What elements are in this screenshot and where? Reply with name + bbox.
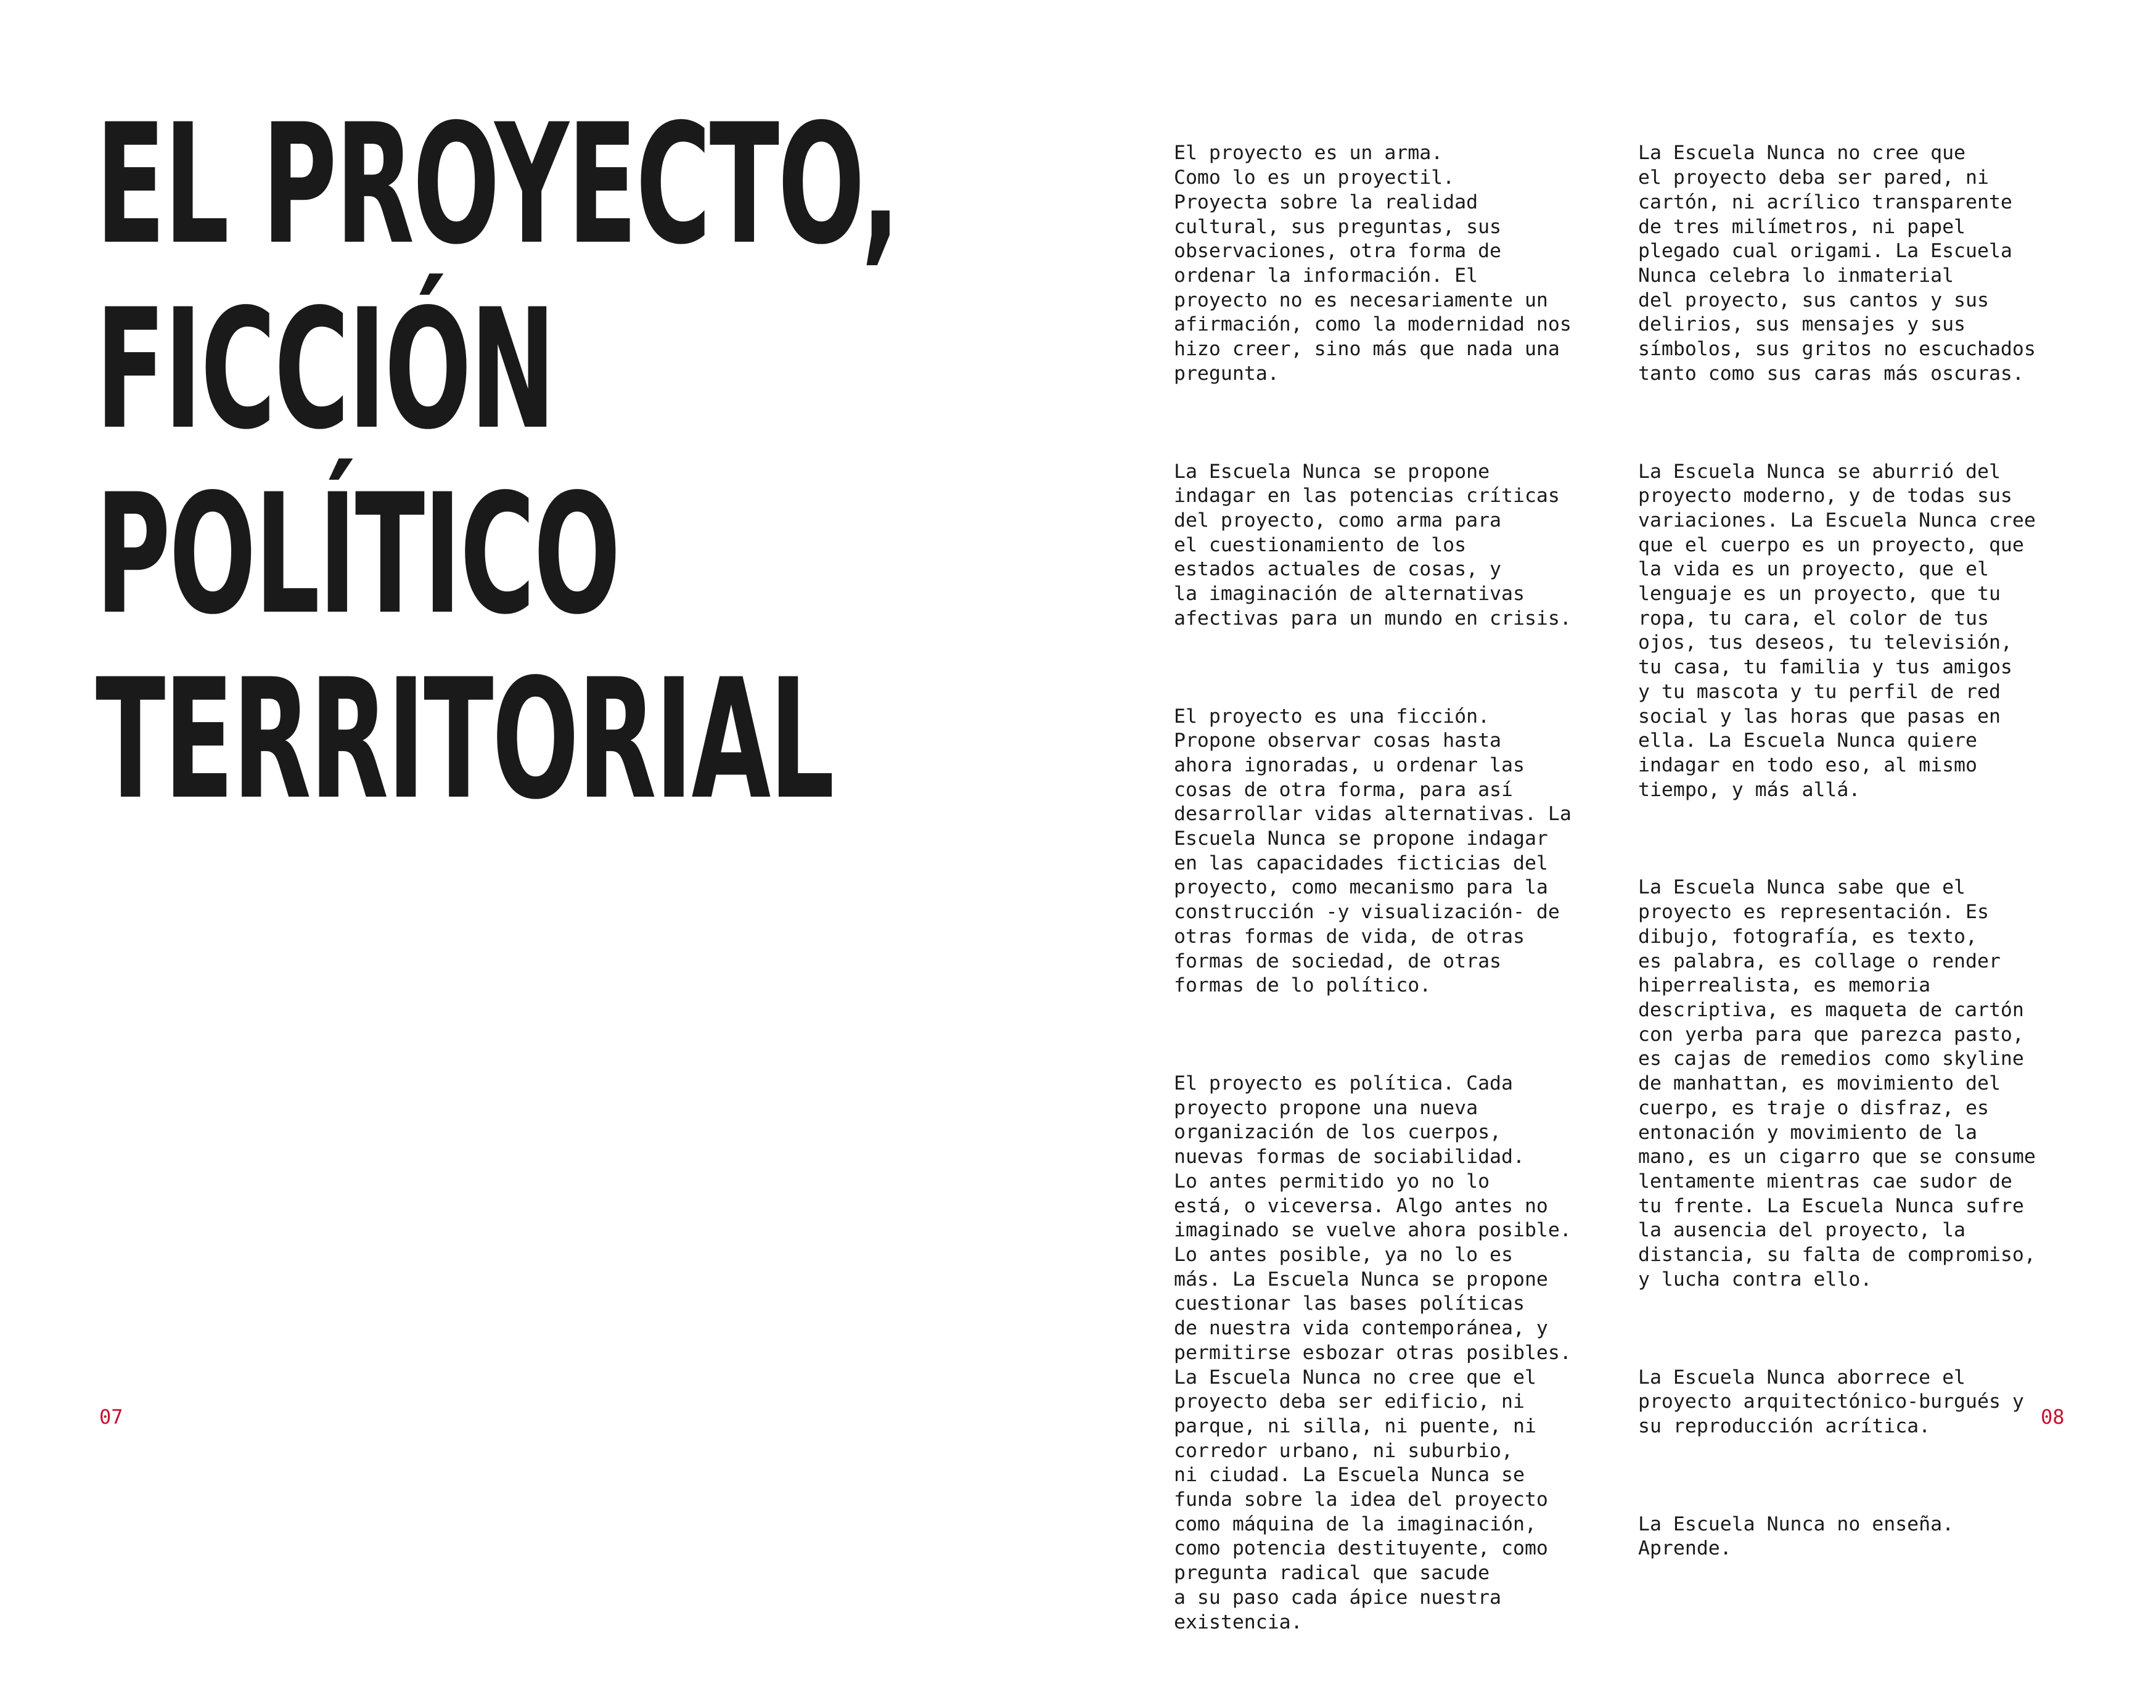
paragraph: La Escuela Nunca aborrece el proyecto arquitectónico-burgués y su reproducción acrítica.: [1638, 1366, 2024, 1437]
paragraph: La Escuela Nunca sabe que el proyecto es representación. Es dibujo, fotografía, es texto, es palabra, es collage o render hiperrealista, es memoria descriptiva, es maqueta de cartón con yerba para que parezca pasto, es cajas de remedios como skyline de manhattan, es movimiento del cuerpo, es traje o disfraz, es entonación y movimiento de la mano, es un cigarro que se consume lentamente mientras cae sudor de tu frente. La Escuela Nunca sufre la ausencia del proyecto, la distancia, su falta de compromiso, y lucha contra ello.: [1638, 876, 2036, 1291]
title-line-4: TERRITORIAL: [96, 644, 834, 836]
title-line-3: POLÍTICO: [96, 459, 620, 651]
text-column-right: [1638, 92, 2082, 1635]
page-number-left: 07: [99, 1405, 123, 1429]
paragraph: La Escuela Nunca no cree que el proyecto deba ser pared, ni cartón, ni acrílico transparente de tres milímetros, ni papel plegado cual origami. La Escuela Nunca celebra lo inmaterial del proyecto, sus cantos y sus delirios, sus mensajes y sus símbolos, sus gritos no escuchados tanto como sus caras más oscuras.: [1638, 142, 2036, 385]
paragraph: El proyecto es política. Cada proyecto propone una nueva organización de los cuerpos, nuevas formas de sociabilidad. Lo antes permitido yo no lo está, o viceversa. Algo antes no imaginado se vuelve ahora posible. Lo antes posible, ya no lo es más. La Escuela Nunca se propone cuestionar las bases políticas de nuestra vida contemporánea, y permitirse esbozar otras posibles. La Escuela Nunca no cree que el proyecto deba ser edificio, ni parque, ni silla, ni puente, ni corredor urbano, ni suburbio, ni ciudad. La Escuela Nunca se funda sobre la idea del proyecto como máquina de la imaginación, como potencia destituyente, como pregunta radical que sacude a su paso cada ápice nuestra existencia.: [1174, 1072, 1572, 1633]
page-title: [96, 89, 899, 836]
paragraph: La Escuela Nunca se aburrió del proyecto moderno, y de todas sus variaciones. La Escuela Nunca cree que el cuerpo es un proyecto, que la vida es un proyecto, que el lenguaje es un proyecto, que tu ropa, tu cara, el color de tus ojos, tus deseos, tu televisión, tu casa, tu familia y tus amigos y tu mascota y tu perfil de red social y las horas que pasas en ella. La Escuela Nunca quiere indagar en todo eso, al mismo tiempo, y más allá.: [1638, 460, 2036, 801]
paragraph: El proyecto es un arma. Como lo es un proyectil. Proyecta sobre la realidad cultural, sus preguntas, sus observaciones, otra forma de ordenar la información. El proyecto no es necesariamente un afirmación, como la modernidad nos hizo creer, sino más que nada una pregunta.: [1174, 142, 1572, 385]
paragraph: La Escuela Nunca se propone indagar en las potencias críticas del proyecto, como arma para el cuestionamiento de los estados actuales de cosas, y la imaginación de alternativas afectivas para un mundo en crisis.: [1174, 460, 1572, 630]
paragraph: El proyecto es una ficción. Propone observar cosas hasta ahora ignoradas, u ordenar las cosas de otra forma, para así desarrollar vidas alternativas. La Escuela Nunca se propone indagar en las capacidades ficticias del proyecto, como mecanismo para la construcción -y visualización- de otras formas de vida, de otras formas de sociedad, de otras formas de lo político.: [1174, 705, 1572, 997]
title-line-1: EL PROYECTO,: [96, 89, 899, 281]
title-line-2: FICCIÓN: [96, 274, 554, 466]
text-column-left: [1174, 92, 1618, 1708]
page-number-right: 08: [2041, 1405, 2065, 1429]
paragraph: La Escuela Nunca no enseña. Aprende.: [1638, 1513, 1954, 1560]
